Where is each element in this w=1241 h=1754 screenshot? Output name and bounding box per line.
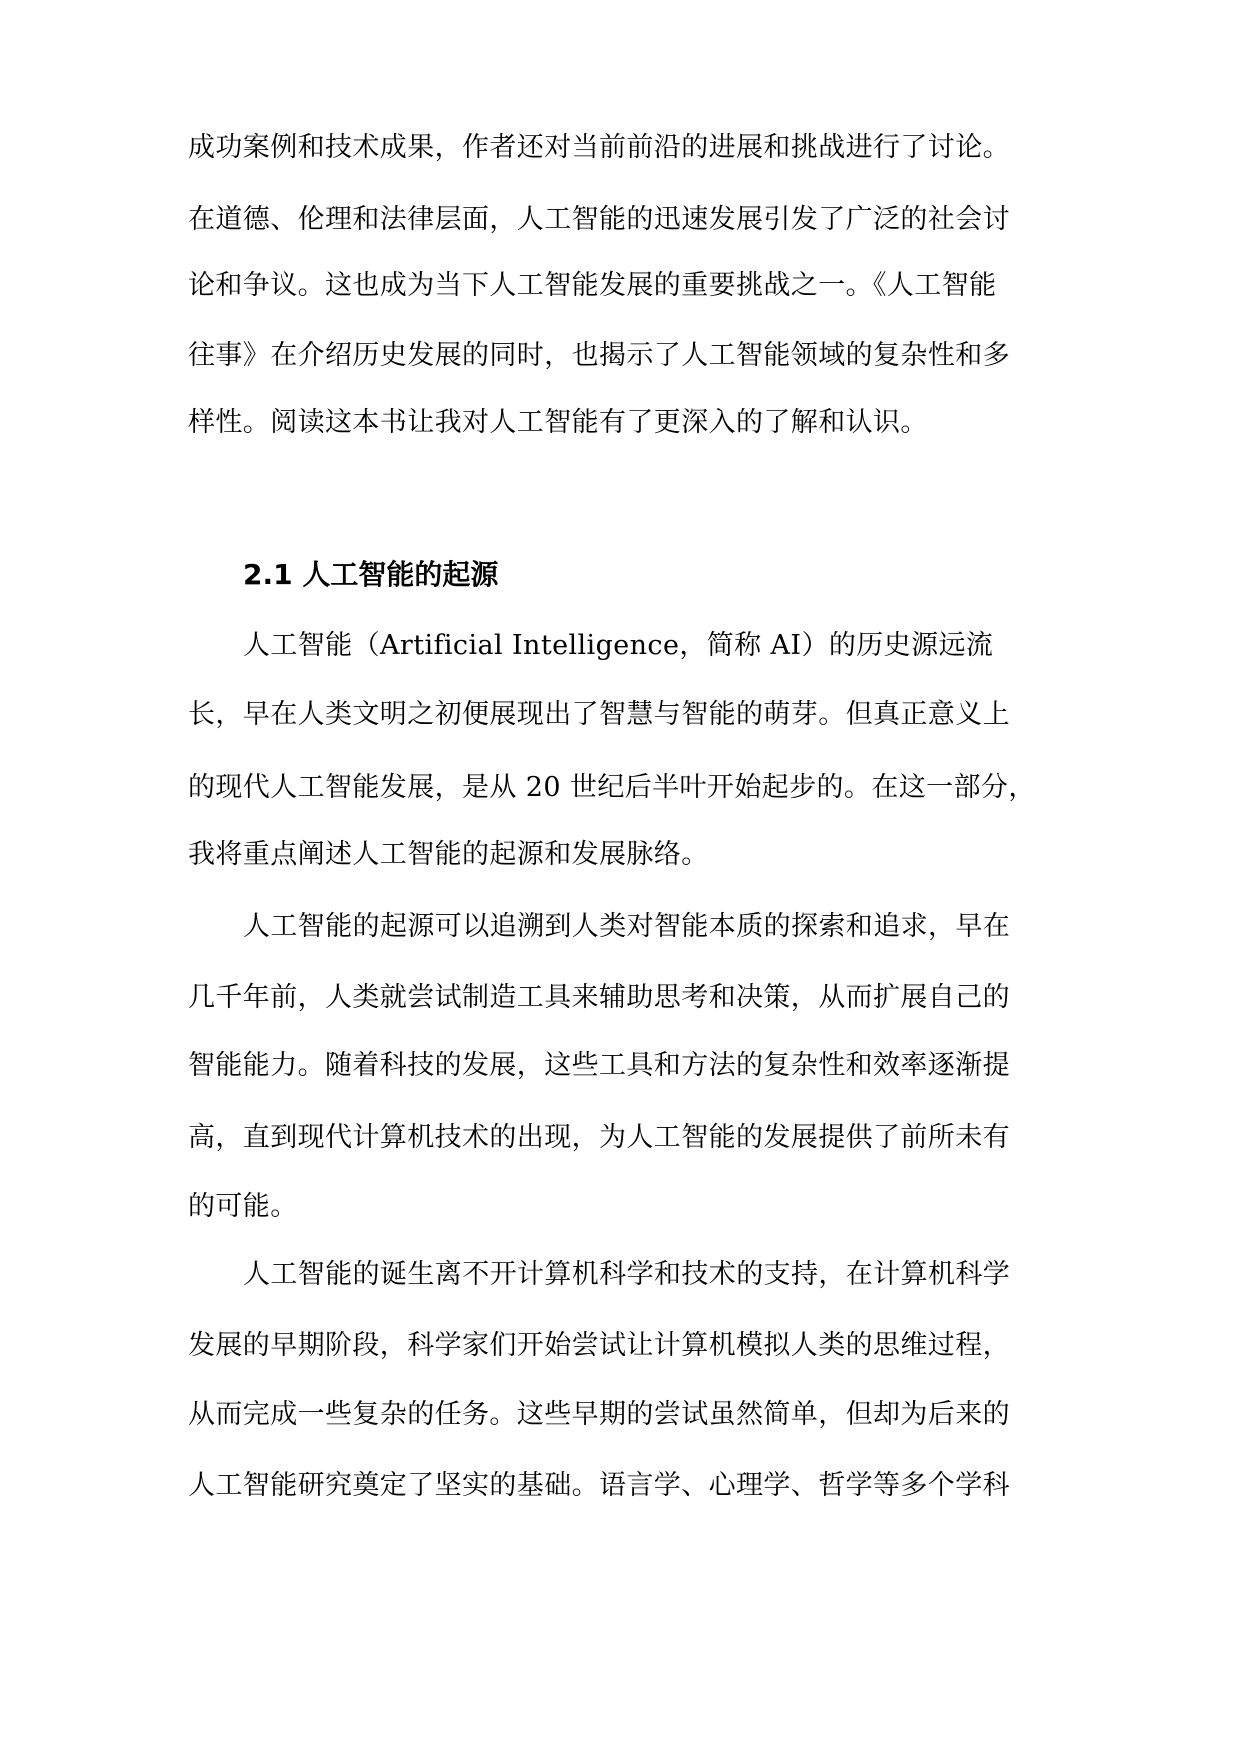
section-heading: 2.1 人工智能的起源 <box>243 558 499 591</box>
text-line: 人工智能（Artificial Intelligence，简称 AI）的历史源远流 <box>243 630 994 661</box>
text-line: 我将重点阐述人工智能的起源和发展脉络。 <box>188 839 709 870</box>
text-line: 人工智能的起源可以追溯到人类对智能本质的探索和追求，早在 <box>243 911 1011 942</box>
text-line: 从而完成一些复杂的任务。这些早期的尝试虽然简单，但却为后来的 <box>188 1399 1010 1430</box>
text-line: 成功案例和技术成果，作者还对当前前沿的进展和挑战进行了讨论。 <box>188 132 1010 163</box>
text-line: 智能能力。随着科技的发展，这些工具和方法的复杂性和效率逐渐提 <box>188 1050 1010 1081</box>
text-line: 人工智能的诞生离不开计算机科学和技术的支持，在计算机科学 <box>243 1259 1011 1290</box>
text-line: 的现代人工智能发展，是从 20 世纪后半叶开始起步的。在这一部分， <box>188 772 1036 803</box>
text-line: 样性。阅读这本书让我对人工智能有了更深入的了解和认识。 <box>188 407 928 438</box>
text-line: 的可能。 <box>188 1191 298 1222</box>
text-line: 往事》在介绍历史发展的同时，也揭示了人工智能领域的复杂性和多 <box>188 340 1010 371</box>
text-line: 几千年前，人类就尝试制造工具来辅助思考和决策，从而扩展自己的 <box>188 982 1010 1013</box>
text-line: 论和争议。这也成为当下人工智能发展的重要挑战之一。《人工智能 <box>188 270 997 301</box>
text-line: 长，早在人类文明之初便展现出了智慧与智能的萌芽。但真正意义上 <box>188 699 1010 730</box>
text-line: 人工智能研究奠定了坚实的基础。语言学、心理学、哲学等多个学科 <box>188 1470 1010 1501</box>
text-line: 发展的早期阶段，科学家们开始尝试让计算机模拟人类的思维过程， <box>188 1330 1010 1361</box>
text-line: 高，直到现代计算机技术的出现，为人工智能的发展提供了前所未有 <box>188 1122 1010 1153</box>
text-line: 在道德、伦理和法律层面，人工智能的迅速发展引发了广泛的社会讨 <box>188 204 1010 235</box>
